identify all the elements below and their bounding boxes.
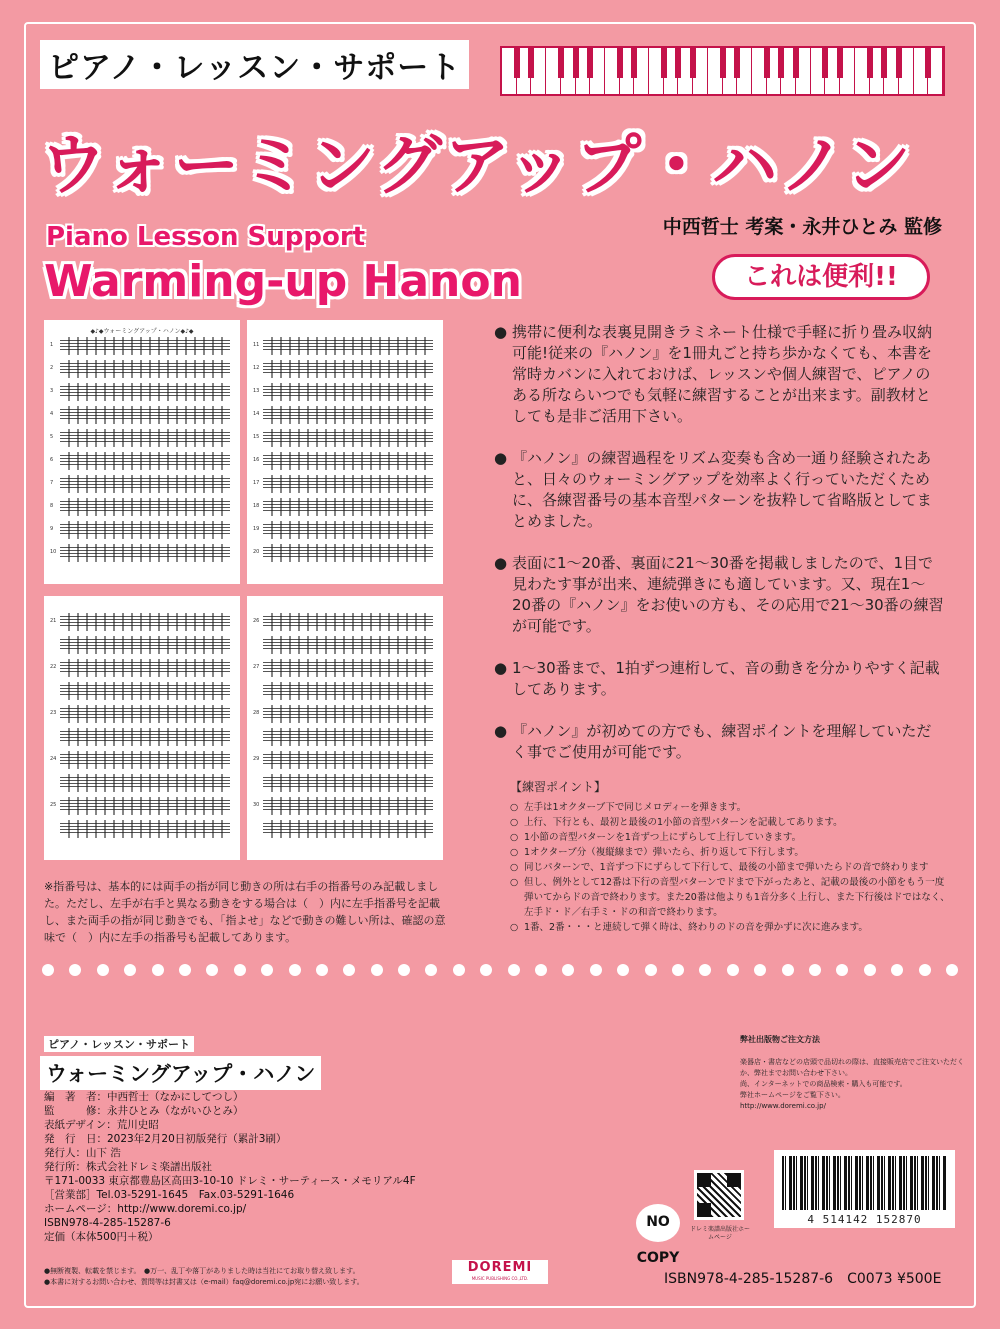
score-page-2 [247, 320, 443, 584]
score-staff [50, 681, 234, 703]
exercise-number: 28 [253, 710, 260, 716]
score-staff [253, 796, 437, 818]
convenient-badge: これは便利!! [712, 254, 930, 300]
piano-keyboard-graphic [500, 46, 945, 96]
feature-item: ● 『ハノン』の練習過程をリズム変奏も含め一通り経験されたあと、日々のウォーミングアップを効率よく行っていただくために、各練習番号の基本音型パターンを抜粋して省略版としてまとめました。 [494, 448, 944, 532]
barcode-icon [782, 1156, 947, 1210]
credit-line: 編 著 者：中西哲士（なかにしてつし） [44, 1091, 244, 1103]
score-staff [50, 658, 234, 680]
credit-line: ホームページ：http://www.doremi.co.jp/ [44, 1203, 247, 1215]
divider-dot [343, 964, 355, 976]
divider-dot [261, 964, 273, 976]
score-staff [50, 773, 234, 795]
order-line: 楽器店・書店などの店頭で品切れの際は、直接販売店でご注文いただくか、弊社までお問い合わせ下さい。 [740, 1058, 964, 1077]
fingering-note: ※指番号は、基本的には両手の指が同じ動きの所は右手の指番号のみ記載しました。ただし、左手が右手と異なる動きをする場合は（ ）内に左手指番号を記載し、また両手の指が同じ動きでも、「指よせ」などで動きの難しい所は、確認の意味で（ ）内に左手の指番号も記載してあります。 [44, 880, 446, 944]
order-title: 弊社出版物ご注文方法 [740, 1035, 820, 1044]
credit-line: ISBN978-4-285-15287-6 [44, 1217, 171, 1229]
feature-item: ● 携帯に便利な表裏見開きラミネート仕様で手軽に折り畳み収納可能!従来の『ハノン』を1冊丸ごと持ち歩かなくても、本書を常時カバンに入れておけば、レッスンや個人練習で、ピアノのある所ならいつでも気軽に練習することが出来ます。副教材としても是非ご活用下さい。 [494, 322, 944, 427]
black-key [837, 48, 843, 78]
exercise-number: 1 [50, 342, 54, 348]
score-staff [253, 336, 437, 358]
divider-dot [508, 964, 520, 976]
score-staff [50, 727, 234, 749]
divider-dot [425, 964, 437, 976]
divider-dot [590, 964, 602, 976]
practice-points [510, 800, 950, 935]
divider-dot [645, 964, 657, 976]
black-key [514, 48, 520, 78]
score-staff [253, 727, 437, 749]
feature-item: ● 表面に1～20番、裏面に21～30番を掲載しましたので、1目で見わたす事が出来、連続弾きにも適しています。又、現在1～20番の『ハノン』をお使いの方も、その応用で21～30番の練習が可能です。 [494, 553, 944, 637]
exercise-number: 30 [253, 802, 260, 808]
divider-dot [754, 964, 766, 976]
logo-subtext: MUSIC PUBLISHING CO.,LTD. [471, 1276, 529, 1281]
fine-print-line: ●無断複製、転載を禁じます。 ●万一、乱丁や落丁がありました時は当社にてお取り替え致します。 [44, 1267, 360, 1275]
score-staff [253, 382, 437, 404]
score-staff [253, 543, 437, 565]
score-staff [253, 773, 437, 795]
barcode-number: 4 514142 152870 [807, 1213, 922, 1226]
credit-line: 定価（本体500円＋税） [44, 1231, 159, 1243]
score-staff [50, 796, 234, 818]
divider-dot [727, 964, 739, 976]
score-staff [50, 451, 234, 473]
english-title: Warming-up Hanon [44, 256, 522, 307]
divider-dot [809, 964, 821, 976]
english-series: Piano Lesson Support [46, 222, 366, 252]
score-staff [253, 681, 437, 703]
exercise-number: 14 [253, 411, 260, 417]
divider-dot [836, 964, 848, 976]
divider-dot [672, 964, 684, 976]
black-key [690, 48, 696, 78]
divider-dot [234, 964, 246, 976]
divider-dot [891, 964, 903, 976]
divider-dot [562, 964, 574, 976]
score-staff [253, 819, 437, 841]
score-staff [253, 612, 437, 634]
exercise-number: 25 [50, 802, 57, 808]
score-staff [253, 635, 437, 657]
exercise-number: 5 [50, 434, 54, 440]
score-page-4 [247, 596, 443, 860]
no-copy-icon: NO COPY [636, 1204, 680, 1242]
practice-point: ○ 1小節の音型パターンを1音ずつ上にずらして上行していきます。 [510, 830, 950, 845]
score-staff [253, 405, 437, 427]
black-key [896, 48, 902, 78]
score-staff [50, 405, 234, 427]
score-staff [253, 359, 437, 381]
order-url: http://www.doremi.co.jp/ [740, 1102, 826, 1110]
exercise-number: 10 [50, 549, 57, 555]
practice-point: ○ 左手は1オクターブ下で同じメロディーを弾きます。 [510, 800, 950, 815]
divider-dot [782, 964, 794, 976]
black-key [867, 48, 873, 78]
black-key [822, 48, 828, 78]
divider-dot [289, 964, 301, 976]
exercise-number: 22 [50, 664, 57, 670]
credit-line: ［営業部］Tel.03-5291-1645 Fax.03-5291-1646 [44, 1189, 295, 1201]
divider-dot [398, 964, 410, 976]
exercise-number: 9 [50, 526, 54, 532]
divider-dot [179, 964, 191, 976]
order-text [740, 1057, 970, 1112]
divider-dot [480, 964, 492, 976]
order-line: 尚、インターネットでの商品検索・購入も可能です。 [740, 1080, 907, 1088]
black-key [558, 48, 564, 78]
credit-line: 〒171-0033 東京都豊島区高田3-10-10 ドレミ・サーティース・メモリアル4F [44, 1175, 416, 1187]
divider-dot [152, 964, 164, 976]
divider-dot [316, 964, 328, 976]
exercise-number: 4 [50, 411, 54, 417]
colophon-series: ピアノ・レッスン・サポート [44, 1036, 194, 1052]
exercise-number: 16 [253, 457, 260, 463]
score-staff [253, 658, 437, 680]
score-staff [50, 336, 234, 358]
exercise-number: 8 [50, 503, 54, 509]
score-staff [50, 612, 234, 634]
score-staff [50, 359, 234, 381]
exercise-number: 7 [50, 480, 54, 486]
credit-line: 表紙デザイン：荒川史昭 [44, 1119, 159, 1131]
divider-dot [97, 964, 109, 976]
order-line: 弊社ホームページをご覧下さい。 [740, 1091, 845, 1099]
score-staff [50, 635, 234, 657]
fine-print [44, 1266, 364, 1288]
practice-point: ○ 1番、2番・・・と連続して弾く時は、終わりのドの音を弾かずに次に進みます。 [510, 920, 950, 935]
black-key [631, 48, 637, 78]
logo-text: DOREMI [467, 1260, 533, 1275]
score-staff [50, 497, 234, 519]
exercise-number: 13 [253, 388, 260, 394]
score-page-3 [44, 596, 240, 860]
authors: 中西哲士 考案・永井ひとみ 監修 [662, 216, 942, 238]
feature-item: ● 1～30番まで、1拍ずつ連桁して、音の動きを分かりやすく記載してあります。 [494, 658, 944, 700]
feature-list [494, 322, 944, 784]
black-key [764, 48, 770, 78]
exercise-number: 3 [50, 388, 54, 394]
credit-line: 発行人：山下 浩 [44, 1147, 121, 1159]
divider-dot [371, 964, 383, 976]
fine-print-line: ●本書に対するお問い合わせ、質問等は封書又は（e-mail）faq@doremi.co.jp宛にお願い致します。 [44, 1278, 364, 1286]
exercise-number: 11 [253, 342, 260, 348]
divider-dot [919, 964, 931, 976]
credit-line: 発行所：株式会社ドレミ楽譜出版社 [44, 1161, 212, 1173]
order-info [740, 1034, 970, 1122]
exercise-number: 29 [253, 756, 260, 762]
divider-dot [124, 964, 136, 976]
series-label: ピアノ・レッスン・サポート [40, 40, 469, 89]
divider-dot [453, 964, 465, 976]
exercise-number: 19 [253, 526, 260, 532]
divider-dot [69, 964, 81, 976]
practice-point: ○ 但し、例外として12番は下行の音型パターンでドまで下がったあと、記載の最後の小節をもう一度弾いてからドの音で終わります。また20番は他よりも1音分多く上行し、また下行後はドではなく、左手ド・ド／右手ミ・ドの和音で終わります。 [510, 875, 950, 920]
black-key [925, 48, 931, 78]
score-staff [253, 474, 437, 496]
doremi-logo [452, 1260, 548, 1284]
exercise-number: 23 [50, 710, 57, 716]
black-key [778, 48, 784, 78]
dot-divider [42, 964, 958, 976]
score-page-1 [44, 320, 240, 584]
qr-code-icon [694, 1170, 744, 1220]
score-staff [50, 428, 234, 450]
score-staff [253, 428, 437, 450]
exercise-number: 27 [253, 664, 260, 670]
credit-line: 発 行 日：2023年2月20日初版発行（累計3刷） [44, 1133, 287, 1145]
score-staff [50, 750, 234, 772]
black-key [617, 48, 623, 78]
isbn-price-line: ISBN978-4-285-15287-6 C0073 ¥500E [664, 1271, 942, 1287]
exercise-number: 6 [50, 457, 54, 463]
exercise-number: 24 [50, 756, 57, 762]
score-staff [253, 750, 437, 772]
exercise-number: 15 [253, 434, 260, 440]
score-staff [50, 520, 234, 542]
divider-dot [946, 964, 958, 976]
black-key [734, 48, 740, 78]
practice-point: ○ 1オクターブ分（複縦線まで）弾いたら、折り返して下行します。 [510, 845, 950, 860]
barcode [774, 1150, 955, 1228]
exercise-number: 26 [253, 618, 260, 624]
score-staff [50, 474, 234, 496]
colophon-title: ウォーミングアップ・ハノン [40, 1056, 321, 1090]
score-staff [50, 819, 234, 841]
colophon-area [24, 1022, 976, 1308]
black-key [720, 48, 726, 78]
practice-point: ○ 上行、下行とも、最初と最後の1小節の音型パターンを記載してあります。 [510, 815, 950, 830]
main-title: ウォーミングアップ・ハノン [40, 127, 913, 204]
divider-dot [864, 964, 876, 976]
black-key [661, 48, 667, 78]
black-key [587, 48, 593, 78]
practice-points-heading: 【練習ポイント】 [510, 780, 607, 794]
black-key [793, 48, 799, 78]
qr-caption: ドレミ楽譜出版社ホームページ [689, 1226, 750, 1241]
divider-dot [699, 964, 711, 976]
score-staff [50, 704, 234, 726]
exercise-number: 20 [253, 549, 260, 555]
score-staff [253, 451, 437, 473]
score-staff [253, 520, 437, 542]
credit-line: 監 修：永井ひとみ（ながいひとみ） [44, 1105, 244, 1117]
feature-item: ● 『ハノン』が初めての方でも、練習ポイントを理解していただく事でご使用が可能です。 [494, 721, 944, 763]
black-key [675, 48, 681, 78]
exercise-number: 17 [253, 480, 260, 486]
exercise-number: 2 [50, 365, 54, 371]
divider-dot [535, 964, 547, 976]
score-staff [253, 704, 437, 726]
divider-dot [617, 964, 629, 976]
black-key [528, 48, 534, 78]
score-staff [253, 497, 437, 519]
score-staff [50, 382, 234, 404]
score-staff [50, 543, 234, 565]
exercise-number: 12 [253, 365, 260, 371]
divider-dot [206, 964, 218, 976]
divider-dot [42, 964, 54, 976]
black-key [881, 48, 887, 78]
score-preview [44, 320, 444, 860]
practice-point: ○ 同じパターンで、1音ずつ下にずらして下行して、最後の小節まで弾いたらドの音で終わります [510, 860, 950, 875]
colophon-credits [44, 1090, 416, 1244]
score-page-title: ◆♪◆ウォーミングアップ・ハノン◆♪◆ [90, 328, 194, 335]
exercise-number: 18 [253, 503, 260, 509]
black-key [573, 48, 579, 78]
exercise-number: 21 [50, 618, 57, 624]
